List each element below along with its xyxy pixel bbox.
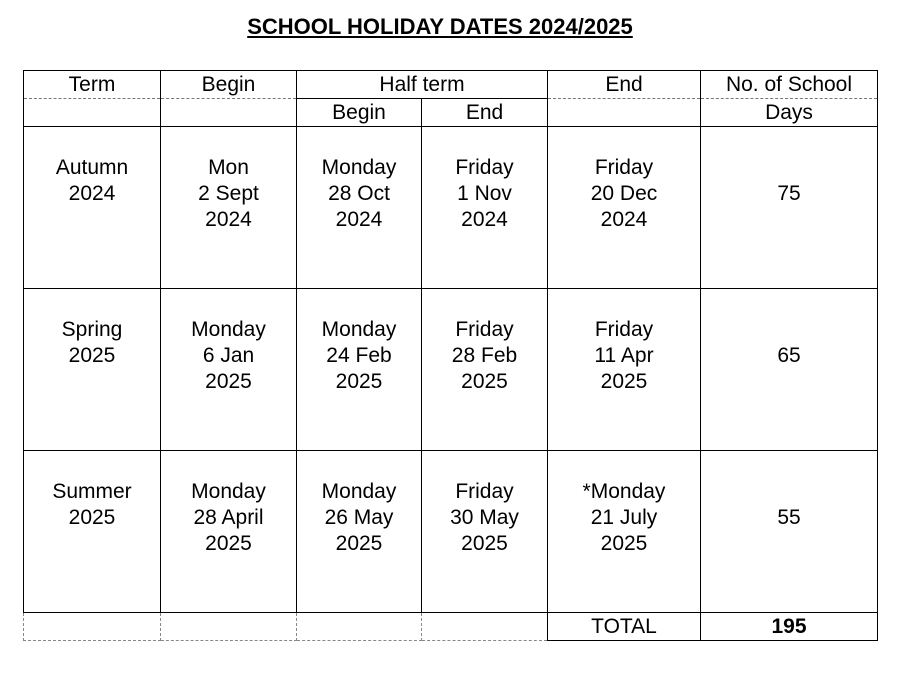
- header-half-term: Half term: [297, 71, 548, 99]
- cell-days: [701, 451, 878, 613]
- days-value: 75: [777, 182, 801, 205]
- cell-line: Friday: [594, 156, 654, 179]
- cell-line: Friday: [455, 480, 514, 503]
- cell-begin: [161, 127, 297, 289]
- header-end-blank: [548, 99, 701, 127]
- cell-term: [24, 127, 161, 289]
- cell-line: Mon: [208, 156, 249, 179]
- cell-line: 2024: [600, 208, 648, 231]
- cell-line: 28 Feb: [451, 344, 518, 367]
- holiday-dates-table: [23, 70, 878, 641]
- header-begin: Begin: [161, 71, 297, 99]
- cell-line: 21 July: [590, 506, 658, 529]
- total-label: TOTAL: [548, 613, 701, 641]
- cell-half-end: [422, 289, 548, 451]
- cell-line: 1 Nov: [457, 182, 512, 205]
- cell-line: Autumn: [55, 156, 129, 179]
- cell-line: 2025: [68, 344, 116, 367]
- cell-line: 2024: [335, 208, 383, 231]
- cell-half-begin: [297, 289, 422, 451]
- cell-end: [548, 289, 701, 451]
- cell-begin: [161, 451, 297, 613]
- cell-half-end: [422, 127, 548, 289]
- cell-line: 2025: [335, 532, 383, 555]
- cell-line: Friday: [455, 318, 514, 341]
- table-row: [24, 451, 878, 613]
- cell-line: 26 May: [324, 506, 394, 529]
- cell-line: Monday: [191, 480, 266, 503]
- header-row-2: [24, 99, 878, 127]
- cell-days: [701, 289, 878, 451]
- cell-line: 2025: [461, 370, 508, 393]
- cell-line: 2024: [68, 182, 116, 205]
- cell-line: 2025: [68, 506, 116, 529]
- cell-line: 2025: [205, 370, 252, 393]
- cell-line: 2025: [461, 532, 508, 555]
- cell-line: 28 April: [193, 506, 264, 529]
- cell-line: 20 Dec: [590, 182, 658, 205]
- cell-line: 2025: [205, 532, 252, 555]
- cell-line: Friday: [455, 156, 514, 179]
- header-days: No. of School: [701, 71, 878, 99]
- header-row-1: [24, 71, 878, 99]
- header-days-2: Days: [701, 99, 878, 127]
- cell-line: Friday: [594, 318, 654, 341]
- cell-line: 28 Oct: [328, 182, 390, 205]
- cell-end: [548, 451, 701, 613]
- cell-line: 2024: [205, 208, 252, 231]
- page-title: SCHOOL HOLIDAY DATES 2024/2025: [247, 14, 633, 39]
- table-row: [24, 127, 878, 289]
- cell-line: Monday: [321, 318, 397, 341]
- days-value: 55: [777, 506, 801, 529]
- cell-line: 2024: [461, 208, 508, 231]
- cell-begin: [161, 289, 297, 451]
- header-begin-blank: [161, 99, 297, 127]
- cell-line: Monday: [191, 318, 266, 341]
- cell-line: Spring: [61, 318, 123, 341]
- header-end: End: [548, 71, 701, 99]
- cell-line: 11 Apr: [594, 344, 654, 367]
- cell-line: 2 Sept: [198, 182, 259, 205]
- cell-line: 2025: [335, 370, 383, 393]
- cell-line: 2025: [600, 532, 648, 555]
- total-value: 195: [701, 613, 878, 641]
- cell-term: [24, 289, 161, 451]
- cell-days: [701, 127, 878, 289]
- total-blank-cell: [297, 613, 422, 641]
- total-blank-cell: [24, 613, 161, 641]
- total-row: [24, 613, 878, 641]
- cell-line: Summer: [52, 480, 132, 503]
- cell-line: *Monday: [582, 480, 666, 503]
- total-blank-cell: [161, 613, 297, 641]
- cell-line: 24 Feb: [326, 344, 392, 367]
- cell-half-end: [422, 451, 548, 613]
- header-term: Term: [24, 71, 161, 99]
- cell-line: 6 Jan: [202, 344, 255, 367]
- cell-end: [548, 127, 701, 289]
- cell-half-begin: [297, 127, 422, 289]
- table-row: [24, 289, 878, 451]
- days-value: 65: [777, 344, 801, 367]
- cell-line: 2025: [600, 370, 648, 393]
- cell-half-begin: [297, 451, 422, 613]
- header-half-end: End: [422, 99, 548, 127]
- total-blank-cell: [422, 613, 548, 641]
- header-term-blank: [24, 99, 161, 127]
- header-half-begin: Begin: [297, 99, 422, 127]
- cell-term: [24, 451, 161, 613]
- cell-line: Monday: [321, 480, 397, 503]
- cell-line: Monday: [321, 156, 397, 179]
- cell-line: 30 May: [450, 506, 519, 529]
